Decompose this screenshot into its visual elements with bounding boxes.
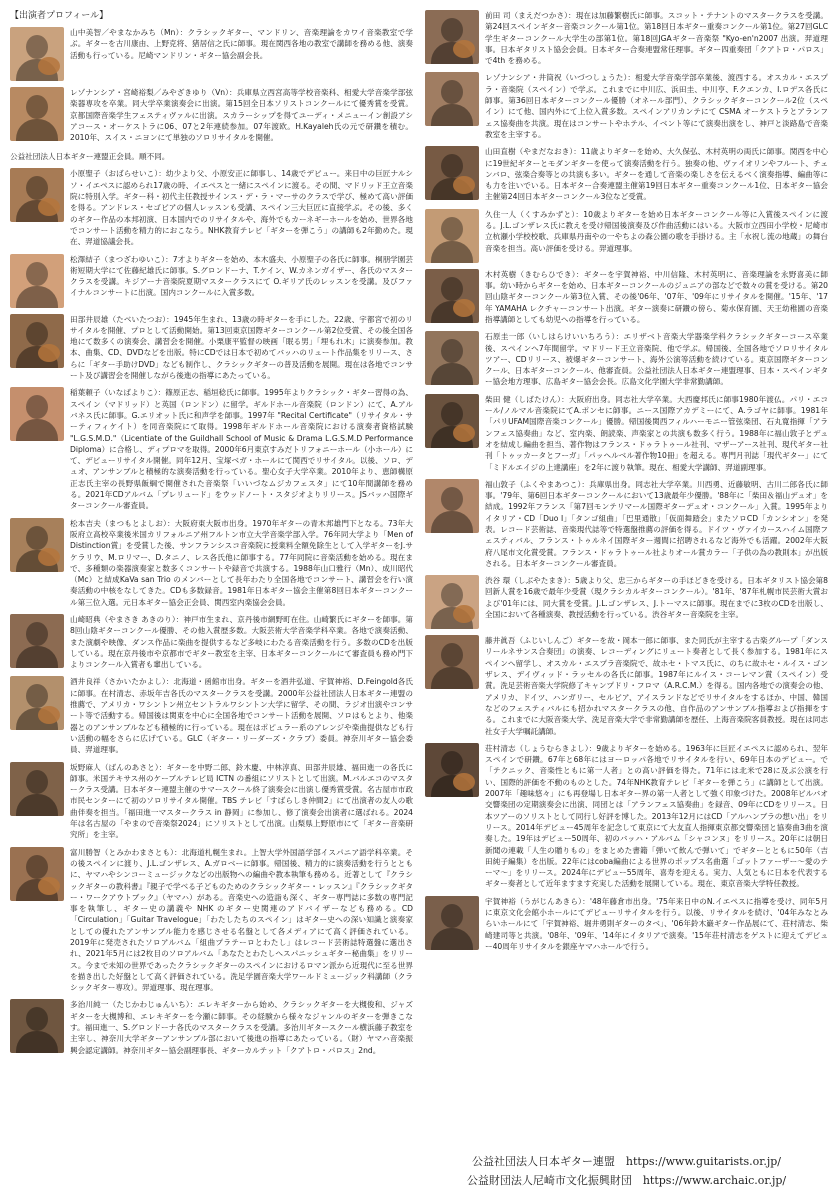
profile-entry-ishihara [425, 331, 828, 387]
performer-photo [10, 999, 64, 1053]
profile-entry-inabayori [10, 387, 413, 511]
performer-photo [425, 394, 479, 448]
performer-bio: 前田 司（まえだつかさ）：現在は加藤繁樹氏に師事。スコット・テナントのマスタークラスを受講。第24回スペインギター音楽コンクール第1位。第18回日本ギター重奏コンクール第1位。第27回GLC学生ギターコンクール大学生の部第1位。第18回JGAギター音楽祭 "Kyo-en'n2007 出演。羿道理事。日本ギタリスト協会会員。日本ギター合奏連盟常任理事。ギター四重奏団「クアトロ・パロス」で4th を務める。 [485, 11, 828, 66]
left-column [10, 10, 413, 1200]
profile-entry-yamazaki [10, 614, 413, 670]
footer-guitarists-link[interactable]: 公益社団法人日本ギター連盟 https://www.guitarists.or.jp/ [472, 1155, 781, 1168]
performer-bio: 荘村清志（しょうむらきよし）：9歳よりギターを始める。1963年に巨匠イエペスに認められ、翌年スペインで研鑽。67年と68年にはヨーロッパ各地でリサイタルを行い、69年日本のデビュー。で「テクニック、音楽性ともに第一人者」との高い評価を得た。71年には北米で28に及ぶ公演を行い、国際的評価を不動のものとした。74年NHK教育テレビ「ギターを弾こう」に講師として出演。2007年「趣味悠々」にも再登場し日本ギター界の第一人者として強く印象づけた。2008年ビルバオ交響楽団の定期演奏会に出演、同団とは「アランフェス協奏曲」を録音、09年にCDをリリース。日本ツアーのソリストとして同行し好評を博した。2013年12月にはCD「アルハンブラの想い出」をリリース。2014年デビュー45周年を記念して東京にて大友直人指揮東京都交響楽団と協奏曲3曲を演奏した。19年はデビュー50周年、初のバッハ・アルバム「シャコンヌ」をリリース。20年には朝日新聞の連載「人生の贈りもの」をまとめた書籍「弾いて飲んで弾いて」でギターとともに50年（吉田純子編集）を出版。22年にはcoba編曲による世界のポップス名曲選「ゴットファーザー〜愛のテーマ〜」をリリース。2024年にデビュー55周年、喜寿を迎える。実力、人気ともに日本を代表するギター奏者として近年ますます充実した活動を展開している。現在、東京音楽大学特任教授。 [485, 743, 828, 889]
performer-photo [425, 635, 479, 689]
performer-bio: 柴田 健（しばたけん）：大阪府出身。同志社大学卒業。大西慶邦氏に師事1980年渡仏。パリ・エコール/ノルマル音楽院にてA.ポンセに師事。ニース国際アカデミーにて、A.ラゴヤに師事。1981年「パリUFAM国際音楽コンクール」優勝。帰国後関西フィルハーモニー管弦楽団、石丸寛指揮「アランフェス協奏曲」など、室内楽、朗読楽、声楽家との共演も数多く行う。1988年に福山敦子とデュオを結成し編曲を担当、著作物はフランス・ドゥラトゥール社刊、マザーアース社刊、現代ギター社刊「トゥッカータとフーガ」「パッヘルベル著作物10冊」を超える。専門月刊誌「現代ギター」にて「ミドルエイジの上達講座」を2年に渡り執筆。現在、相愛大学講師、羿道副理事。 [485, 394, 828, 472]
right-column [425, 10, 828, 1200]
performer-bio: 多治川純一（たじかわじゅんいち）：エレキギターから始め、クラシックギターを大槻俊和、ジャズギターを大槻博和、エレキギターを今瀬に師事。その経験から様々なジャンルのギターを弾きこなす。福田進一、S.グロンドーナ各氏のマスタークラスを受講。多治川ギタースクール横浜藤子教室を主宰し、神奈川大学ギターアンサンブル部において後進の指導にあたっている。（財）ヤマハ音楽振興会認定講師。神奈川ギター協会副理事長、ギターカルテット「クアトロ・パロス」2nd。 [70, 1000, 413, 1055]
profile-entry-ugajin [425, 896, 828, 952]
performer-photo [425, 479, 479, 533]
profile-entry-kusumi [425, 209, 828, 263]
performer-bio: レゾナンシア・井筒祝（いづつしょうた）：相愛大学音楽学部卒業後、渡西する。オスカル・エスプラ・音楽院（スペイン）で学ぶ。これまでに中川広、浜田圭、中川亨、F.クエンカ、I.ロデス各氏に師事。第36回日本ギターコンクール優勝（オネール部門）、クラシックギターコンクール2位（スペイン）にて他、国内外にて上位入賞多数。スペインアリカンテにて CSMA オーケストラとアランフェス協奏曲を共演。現在はコンサートやホテル、イベント等にて演奏出演をし、神戸と淡路島で音楽教室を主宰する。 [485, 73, 828, 139]
profile-entry-fujii [425, 635, 828, 737]
footer-archaic-link[interactable]: 公益財団法人尼崎市文化振興財団 https://www.archaic.or.jp/ [466, 1174, 787, 1187]
profile-entry-miyakezaki [10, 87, 413, 143]
profile-entry-obara [10, 168, 413, 247]
performer-bio: 稲葉頼子（いなばよりこ）：篠原正志、稲垣稔氏に師事。1995年よりクラシック・ギター習得の為、スペイン（マドリッド）と英国（ロンドン）に留学。ギルドホール音楽院（ロンドン）にて、A.アルバネス氏に師事。G.エリオット氏に和声学を師事。1997年 "Recital Certificate"（リサイタル・サーティフィケイト）を同音楽院にて取得。1998年ギルドホール音楽院における演奏者資格試験 "L.G.S.M.D."（Licentiate of the Guildhall School of Music & Drama L.G.S.M.D Performance Diploma）に合格し、ディプロマを取得。2000年6月東京すみだトリフォニーホール（小ホール）にて、デビューリサイタル開催。同年12月、宝塚ベガ・ホールにて関西でリサイタル。以後、ソロ、デュオ、アンサンブルと積極的な演奏活動を行っている。聖心女子大学卒業。2010年より、恵師構原正志氏主宰の長野県飯綱で開催された音楽祭「いいづなムジカフェスタ」にて10年間講師を務める。2021年CDアルバム「プレリュード」をウッドノート・スタジオよりリリース。JSバッハ国際ギターコンクール審査員。 [70, 388, 413, 511]
performer-photo [425, 331, 479, 385]
performer-photo [425, 269, 479, 323]
performer-bio: 山中美智／やまなかみち（Mn）：クラシックギター、マンドリン、音楽理論をカワイ音楽教室で学ぶ。ギターを古川康由、上野克将、猪居信之氏に師事。現在関西各地の教室で講師を務める他、演奏活動も行っている。尼崎マンドリン・ギター協会副会長。 [70, 28, 413, 60]
performer-photo [10, 314, 64, 368]
footer [425, 1152, 828, 1200]
performer-bio: 富川勝智（とみかわまさとも）：北海道札幌生まれ。上智大学外国語学部イスパニア語学科卒業。その後スペインに渡り、J.L.ゴンザレス、A.ガロベーに師事。帰国後、精力的に演奏活動を行うとともに、ヤマハやシンコーミュージックなどの出版物への編曲や教本執筆も務める。近著として『クラシックギターの教科書』『親子で学べる子どものためのクラシックギター・レッスン』『クラシックギター・ワークアウトブック』（ヤマハ）がある。音楽史への造詣も深く、ギター専門誌に多数の専門記事を執筆し、ギター史の講義や NHK のギター史関連のアドバイザーなども務める。CD「Circulation」「Guitar Travelogue」「わたしたちのスペイン」はギター史への深い知識と演奏家としての優れたアンサンブル能力を感じさせる名盤として各メディアにて高く評価されている。2019年に発売されたソロアルバム「組曲プラテーロとわたし」はレコード芸術誌特選盤に選出され、2021年5月には2枚目のソロアルバム「あなたとわたしへスパニッシュギター秘曲集」をリリース。今まで未知の世界であったクラシックギターのスペインにおけるロマン派から近現代に至る世界を描き出した好盤として高く評価されている。洗足学園音楽大学ワールドミュージック科講師（クラシックギター専攻）。羿道理事、現在理事。 [70, 847, 413, 993]
performer-photo [10, 387, 64, 441]
performer-photo [10, 168, 64, 222]
performer-bio: 石原圭一郎（いしはらけいいちろう）：エリザベト音楽大学器楽学科クラシックギターコース卒業後、スペインへ7年間留学。マドリード王立音楽院、他で学ぶ。帰国後、全国各地でソロリサイタルツアー、CDリリース、被爆ギターコンサート、海外公演等活動を続けている。東京国際ギターコンクール、日本ギターコンクール、他審査員。公益社団法人日本ギター連盟理事、日本・スペインギター協会地方理事、広島ギター協会会長。広島文化学園大学非常勤講師。 [485, 332, 828, 387]
performer-photo [425, 575, 479, 629]
performer-bio: 田部井辰雄（たべいたつお）：1945年生まれ、13歳の時ギターを手にした。22歳、宇都宮で初のリサイタルを開催、プロとして活動開始。第13回東京国際ギターコンクール第2位受賞、その後全国各地にて数多くの演奏会、講習会を開催。小栗康平監督の映画「眠る男」「埋もれ木」に演奏参加。教本、曲集、CD、DVDなどを出版。特にCDでは日本で初めてバッハのリュート作品集をリリース、さらに「ギター手助けDVD」なども制作し、クラシックギターの普及活動を展開。現在は各地でコンサート及び講習会を開催しながら後進の指導にあたっている。 [70, 314, 413, 381]
profile-entry-izutsu [425, 72, 828, 140]
profile-entry-tabata [10, 314, 413, 382]
performer-photo [10, 762, 64, 816]
performer-photo [10, 254, 64, 308]
performer-bio: 木村英樹（きむらひでき）：ギターを宇賀神裕、中川信隆、木村英明に、音楽理論を永野喜美に師事。幼い時からギターを始め、日本ギターコンクールのジュニアの部などで数々の賞を受ける。第20回山陰ギターコンクール第3位入賞、その後'06年、'07年、'09年にリサイタルを開催。'15年、'17年 YAMAHA レクチャーコンサート出演。ギター演奏に研鑽の傍ら、菊水保育園、天王幼稚園の音楽指導講師としても幼児への指導を行っている。 [485, 269, 828, 324]
performer-bio: 藤井眞吾（ふじいしんご）ギターを故・岡本一郎に師事、また同氏が主宰する古楽グループ「ダンスリールネサンス合奏団」の演奏、レコーディングにリュート奏者として長く参加する。1981年にスペインへ留学し、オスカル・エスプラ音楽院で、故ホセ・トマス氏に、のちに故ホセ・ルイス・ゴンザレス、デイヴィッド・ラッセルの各氏に師事。1987年にルイス・コーレマン賞（スペイン）受賞。洗足芸術音楽大学院修了キャンプドリ・フロマ（A.R.C.M.）を得る。国内各地での演奏会の他、アメリカ、ドイツ、ハンガリー、セルビア、アイスランドなどでリサイタルをするほか、中国、韓国などのフェスティバルにも招かれマスタークラスの他、自作品のアンサンブル指導および指揮をする。これまでに大阪音楽大学、洗足音楽大学で非常勤講師を歴任、上海音楽院客員教授。現在は同志社女子大学嘱託講師。 [485, 636, 828, 736]
performer-bio: 宇賀神裕（うがじんあきら）：'48年藤倉市出身。'75年来日中のN.イエペスに指導を受け、同年5月に東京文化会館小ホールにてデビューリサイタルを行う。以後、リサイタルを続け、'04年みなとみらいホールにて「宇賀神裕、堀井勇則ギターのタベ」、'06年鈴木巌ギター作品展にて、荘村清志、柴崎建司等と共演。'08年、'09年、'14年にイタリアで演奏。'15年荘村清志をゲストに迎えてデビュー40周年リサイタルを銀座ヤマハホールで行う。 [485, 896, 828, 951]
performer-bio: 久住一人（くすみかずと）：10歳よりギターを始め日本ギターコンクール等に入賞後スペインに渡る。J.L.ゴンザレス氏に教えを受け帰国後演奏及び作曲活動にはいる。大阪市立西田小学校・尼崎市立杭瀬小学校校歌、兵庫県丹南やの一やちよの森公園の歌を手掛ける。主「水祝し流の地蔵」の舞台音楽を担当。高い評価を受ける。羿道理事。 [485, 209, 828, 253]
performer-photo [10, 87, 64, 141]
performer-photo [425, 896, 479, 950]
profile-entry-sohno [425, 743, 828, 890]
profile-entry-tajiri [10, 999, 413, 1055]
profile-entry-shibata [425, 394, 828, 473]
performer-photo [10, 27, 64, 81]
profile-entry-sakano [10, 762, 413, 841]
performer-photo [10, 847, 64, 901]
profile-entry-tomikawa [10, 847, 413, 994]
profile-entry-fukuyama [425, 479, 828, 569]
performer-bio: レゾナンシア・宮崎裕梨／みやざきゆり（Vn）：兵庫県立西宮高等学校音楽科、相愛大学音楽学部弦楽器専攻を卒業。同大学卒業演奏会に出演。第15回全日本ソリストコンクールにて優秀賞を受賞。京都国際音楽学生フェスティヴァルに出演。スカラーシップを得てユーディ・メニューイン創設アシアコース・オーケストラに06、07と2年連続参加。07年渡欧。H.Kayaleh氏の元で研鑽を積む。2010年、スイス・ニヨンにて単独のソロリサイタルを開催。 [70, 88, 413, 143]
performer-photo [10, 614, 64, 668]
profile-entry-sakai [10, 676, 413, 755]
performer-bio: 松澤結子（まつざわゆいこ）：7才よりギターを始め、本木盛夫、小原聖子の各氏に師事。桐朋学園芸術短期大学にて佐藤紀雄氏に師事。S.グロンドーナ、T.ケイン、W.カネンガイザー、各氏のマスタークラスを受講。キジアーナ音楽院夏期マスタークラスにて O.ギリア氏のレッスンを受講。及びファイナルコンサートに出演。国内コンクールに入賞多数。 [70, 254, 413, 298]
membership-note: 公益社団法人日本ギター連盟正会員。順不同。 [10, 152, 170, 162]
performer-photo [10, 518, 64, 572]
performer-bio: 山崎昭典（やまさき あきのり）：神戸市生まれ、京丹後市網野町在住。山崎繁氏にギターを師事。第8回山陰ギターコンクール優勝、その他入賞歴多数。大阪芸術大学音楽学科卒業。各地で演奏活動、また演劇や映像、ダンス作品に楽曲を提供するなど多岐にわたる音楽活動を行う。多数のCDを出版している。現在京丹後市や京都市でギター教室を主宰、日本ギターコンクールにて審査員も務め門下よりコンクール入賞者も輩出している。 [70, 614, 413, 670]
performer-bio: 松本吉夫（まつもとよしお）：大阪府東大阪市出身。1970年ギターの青木邦雄門下となる。73年大阪府立高校卒業後米国カリフォルニア州フルトン市立大学音楽学部入学。76年同大学より「Men of Distinction賞」を受賞した後、サンフランシスコ音楽院に授業料全額免除生として入学ギターをJ.サケラリウ、M.ロリマー、D.タニノ、レス各氏他に師事する。77年同院に音楽活動を始める。現在まで、多種類の楽器演奏家と数多くコンサートや録音で共演する。1988年山口雅行（Mn）、成川昭代（Mc）と結成KaVa san Trio のメンバーとして長年わたり全国各地でコンサート、講習会を行い演奏活動の中核をなしてきた。CDも多数録音。1981年日本ギター協会主催第8回日本ギターコンクール第三位入選。元日本ギター協会正会員、関西室内楽協会会員。 [70, 518, 413, 607]
performer-bio: 福山敦子（ふくやまあつこ）：兵庫県出身。同志社大学卒業。川西勇、近藤敏明、古川二郎各氏に師事。'79年、第6回日本ギターコンクールにおいて13歳最年少優勝。'88年に「柴田＆福山デュオ」を結成。1992年フランス「第7回モンテリマール国際ギターデュオ・コンクール」入賞。1995年よりイタリア・CD「Duo I」「タンゴ組曲」「巴里通散」「仮面舞踏会」またソロCD「カンシオン」を発表。レコード芸術誌、音楽現代誌等で特選盤推薦の評価を得る。ドイツ・ヴァイカースハイム国際フェスティバル、フランス・トゥルネイ国際ギター週間に招聘されるなど海外でも活躍。2002年大阪府八尾市文化賞受賞。フランス・ドゥラトゥール社よりオール賞カラー「子供の為の教則本」が出版される。日本ギターコンクール審査員。 [485, 479, 828, 568]
performer-bio: 渋谷 環（しぶやたまき）：5歳より父、忠三からギターの手ほどきを受ける。日本ギタリスト協会第8回新人賞を16歳で最年少受賞（現クラシカルギターコンクール）。'81年、'87年札幌市民芸術大賞および'01年には、同大賞を受賞。J.L.ゴンザレス、J.トーマスに師事。現在までに3枚のCDを出版し、全国において各種演奏、教授活動を行っている。渋谷ギター音楽院を主宰。 [485, 576, 828, 620]
performer-photo [425, 146, 479, 200]
profile-entry-yamanaka [10, 27, 413, 81]
profile-entry-matsuzawa [10, 254, 413, 308]
profile-entry-yamada [425, 146, 828, 202]
profile-entry-matsumoto [10, 518, 413, 608]
profile-entry-shibuya [425, 575, 828, 629]
performer-bio: 酒井良祥（さかいたかよし）：北海道・函館市出身。ギターを酒井弘道、宇賀神裕、D.Feingold各氏に師事。在村清志、赤坂年吉各氏のマスタークラスを受講。2000年公益社団法人日本ギター連盟の推薦で、アメリカ・ワシントン州立セントラルワシントン大学に留学、その間、ラジオ出演やコンサート等で活動する。帰国後は関東を中心に全国各地でコンサート活動を展開、ソロはもとより、他楽器とのアンサンブルなども積極的に行っている。現在はポピュラー系のアレンジや楽曲提供なども行い活動の幅をさらに広げている。GLC（ギター・リーダーズ・クラブ）委員。神奈川ギター協会委員、羿道理事。 [70, 677, 413, 755]
performer-photo [10, 676, 64, 730]
performer-bio: 坂野麻人（ばんのあさと）：ギターを中野二郎、鈴木慶、中林淳真、田部井辰雄、福田進一の各氏に師事。米国テキサス州のケーブルテレビ局 ICTN の番組にソリストとして出演。M.バルエコのマスタークラス受講。日本ギター連盟主催のサマースクール終了演奏会に出演し優秀賞受賞。名古屋市市政市民センターにて初のソロリサイタル開催。TBS テレビ「すばらしき仲間2」にて出演者の友人の歌曲伴奏を担当。「福田進一マスタークラス in 静岡」に参加し、修了演奏会出演者に選ばれる。2024年は名古屋の「やまので音楽祭2024」にソリストとして出演。山梨県上野原市にて「ギター音楽研究所」を主宰。 [70, 762, 413, 840]
section-title: 【出演者プロフィール】 [10, 11, 109, 21]
performer-photo [425, 209, 479, 263]
performer-bio: 山田直樹（やまだなおき）：11歳よりギターを始め、大久保弘、木村英明の両氏に師事。関西を中心に19世紀ギターとモダンギターを使って演奏活動を行う。独奏の他、ヴァイオリンやフルート、チェンバロ、弦楽合奏等との共演も多い。ギターを通して音楽の楽しさを伝えるべく演奏指導、編曲等にも力を注いでいる。日本ギター合奏連盟主催第19回日本ギター重奏コンクール1位、日本ギター協会主催第24回日本ギターコンクール3位など受賞。 [485, 147, 828, 202]
profile-entry-kimura [425, 269, 828, 325]
performer-photo [425, 10, 479, 64]
performer-photo [425, 743, 479, 797]
performer-photo [425, 72, 479, 126]
performer-bio: 小原聖子（おばらせいこ）：幼少より父、小原安正に師事し、14歳でデビュー。来日中の巨匠ナルシソ・イエペスに認められ17歳の時、イエペスと一緒にスペインに渡る。その間、マドリッド王立音楽院に特別入学。ギター科・初代主任教授サインス・デ・ラ・マーサのクラスで学び、極めて高い評価を得る。アンドレス・セゴビアの個人レッスンも受講、スペイン三大巨匠に直接学ぶ。その後、多くのギター作品の本邦初演、日本国内でのリサイタルや、海外でもカーネギーホールを始め、世界各地でコンサート活動を精力的におこなう。NHK教育テレビ「ギターを弾こう」の講師も2年勤めた。現在、羿道協議会長。 [70, 169, 413, 247]
profile-entry-maeda [425, 10, 828, 66]
